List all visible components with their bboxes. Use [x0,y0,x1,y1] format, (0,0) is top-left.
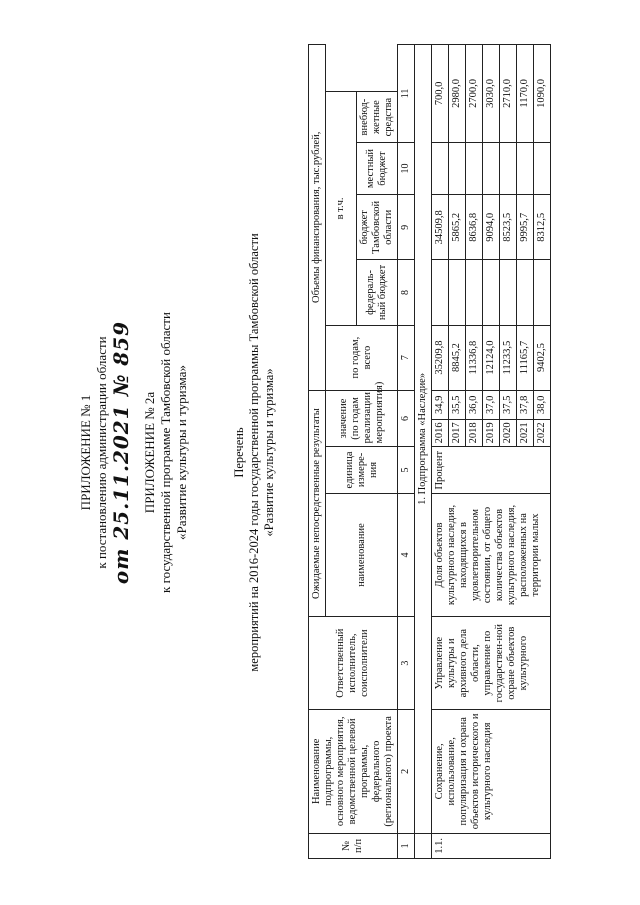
indicator-value: 37,8 [517,390,534,419]
col-number: 10 [398,142,415,195]
col-number: 7 [398,325,415,390]
row-measure-name: Сохранение, использование, популяризация и охрана объектов исторического и культурного наследия [432,709,551,833]
year-cell: 2018 [466,420,483,447]
program-name: «Развитие культуры и туризма» [174,365,189,540]
indicator-value: 37,5 [500,390,517,419]
col-number: 2 [398,709,415,833]
col-header-incl: в т.ч. [326,92,357,325]
federal-amount [517,260,534,325]
program-reference: к государственной программе Тамбовской области [158,312,173,593]
col-header-name: Наименование подпрограммы, основного мероприятия, ведомственной целевой программы, федерального (регионального) проекта [309,709,398,833]
federal-amount [432,260,449,325]
federal-amount [466,260,483,325]
regional-amount: 34509,8 [432,195,449,260]
col-header-federal: федераль-ный бюджет [357,260,398,325]
regional-amount: 8312,5 [534,195,551,260]
appendix-2a-title: ПРИЛОЖЕНИЕ № 2а [142,391,157,514]
regional-amount: 9995,7 [517,195,534,260]
col-number: 11 [398,45,415,143]
title-line-3: «Развитие культуры и туризма» [262,368,276,537]
row-number: 1.1. [432,833,551,858]
regional-amount: 5865,2 [449,195,466,260]
col-number: 8 [398,260,415,325]
total-amount: 9402,5 [534,325,551,390]
local-amount [449,142,466,195]
approval-header [78,0,190,905]
year-cell: 2019 [483,420,500,447]
row-indicator: Доля объектов культурного наследия, находящихся в удовлетворительном состоянии, от общего количества объектов культурного наследия, расположенных на территории малых [432,493,551,617]
title-line-1: Перечень [232,427,246,478]
subprogram-title: 1. Подпрограмма «Наследие» [415,45,432,834]
col-header-no: № п/п [309,833,398,858]
col-header-regional: бюджет Тамбовской области [357,195,398,260]
year-cell: 2022 [534,420,551,447]
federal-amount [483,260,500,325]
year-cell: 2017 [449,420,466,447]
col-header-res-value: значение (по годам реализации мероприятия) [326,390,398,447]
year-cell: 2021 [517,420,534,447]
handwritten-date-number: от 25.11.2021 № 859 [109,320,133,585]
local-amount [534,142,551,195]
spacer [132,0,142,905]
indicator-value: 38,0 [534,390,551,419]
year-cell: 2016 [432,420,449,447]
regional-amount: 8523,5 [500,195,517,260]
local-amount [432,142,449,195]
subprogram-spacer [415,833,432,858]
extra-amount: 1090,0 [534,45,551,143]
col-number: 9 [398,195,415,260]
local-amount [517,142,534,195]
extra-amount: 2700,0 [466,45,483,143]
total-amount: 11165,7 [517,325,534,390]
col-header-extra: внебюд-жетные средства [357,92,398,142]
local-amount [500,142,517,195]
resolution-reference: к постановлению администрации области [94,336,109,569]
total-amount: 11233,5 [500,325,517,390]
year-cell: 2020 [500,420,517,447]
regional-amount: 8636,8 [466,195,483,260]
col-header-total: по годам, всего [326,325,398,390]
col-number: 1 [398,833,415,858]
col-number: 3 [398,617,415,709]
regional-amount: 9094,0 [483,195,500,260]
col-number: 4 [398,493,415,617]
total-amount: 12124,0 [483,325,500,390]
appendix-1-title: ПРИЛОЖЕНИЕ № 1 [78,394,93,511]
extra-amount: 1170,0 [517,45,534,143]
extra-amount: 700,0 [432,45,449,143]
total-amount: 35209,8 [432,325,449,390]
col-header-local: местный бюджет [357,142,398,195]
local-amount [466,142,483,195]
col-header-res-unit: единица измере-ния [326,447,398,493]
local-amount [483,142,500,195]
col-header-funding: Объемы финансирования, тыс.рублей, [309,45,326,391]
header-row-1 [309,45,326,859]
col-number: 5 [398,447,415,493]
federal-amount [449,260,466,325]
column-number-row [398,45,415,859]
federal-amount [500,260,517,325]
indicator-value: 37,0 [483,390,500,419]
extra-amount: 3030,0 [483,45,500,143]
col-number: 6 [398,390,415,447]
extra-amount: 2710,0 [500,45,517,143]
measures-table [308,44,551,859]
row-unit: Процент [432,447,551,493]
col-header-executor: Ответственный исполнитель, соисполнители [309,617,398,709]
col-header-results: Ожидаемые непосредственные результаты [309,390,326,617]
indicator-value: 35,5 [449,390,466,419]
col-header-res-name: наименование [326,493,398,617]
indicator-value: 34,9 [432,390,449,419]
list-title [232,0,277,905]
subprogram-row [415,45,432,859]
indicator-value: 36,0 [466,390,483,419]
title-line-2: мероприятий на 2016-2024 годы государственной программы Тамбовской области [247,233,261,672]
table-row [432,45,449,859]
total-amount: 11336,8 [466,325,483,390]
row-executor: Управление культуры и архивного дела области, управление по государствен-ной охране объектов культурного [432,617,551,709]
extra-amount: 2980,0 [449,45,466,143]
total-amount: 8845,2 [449,325,466,390]
federal-amount [534,260,551,325]
